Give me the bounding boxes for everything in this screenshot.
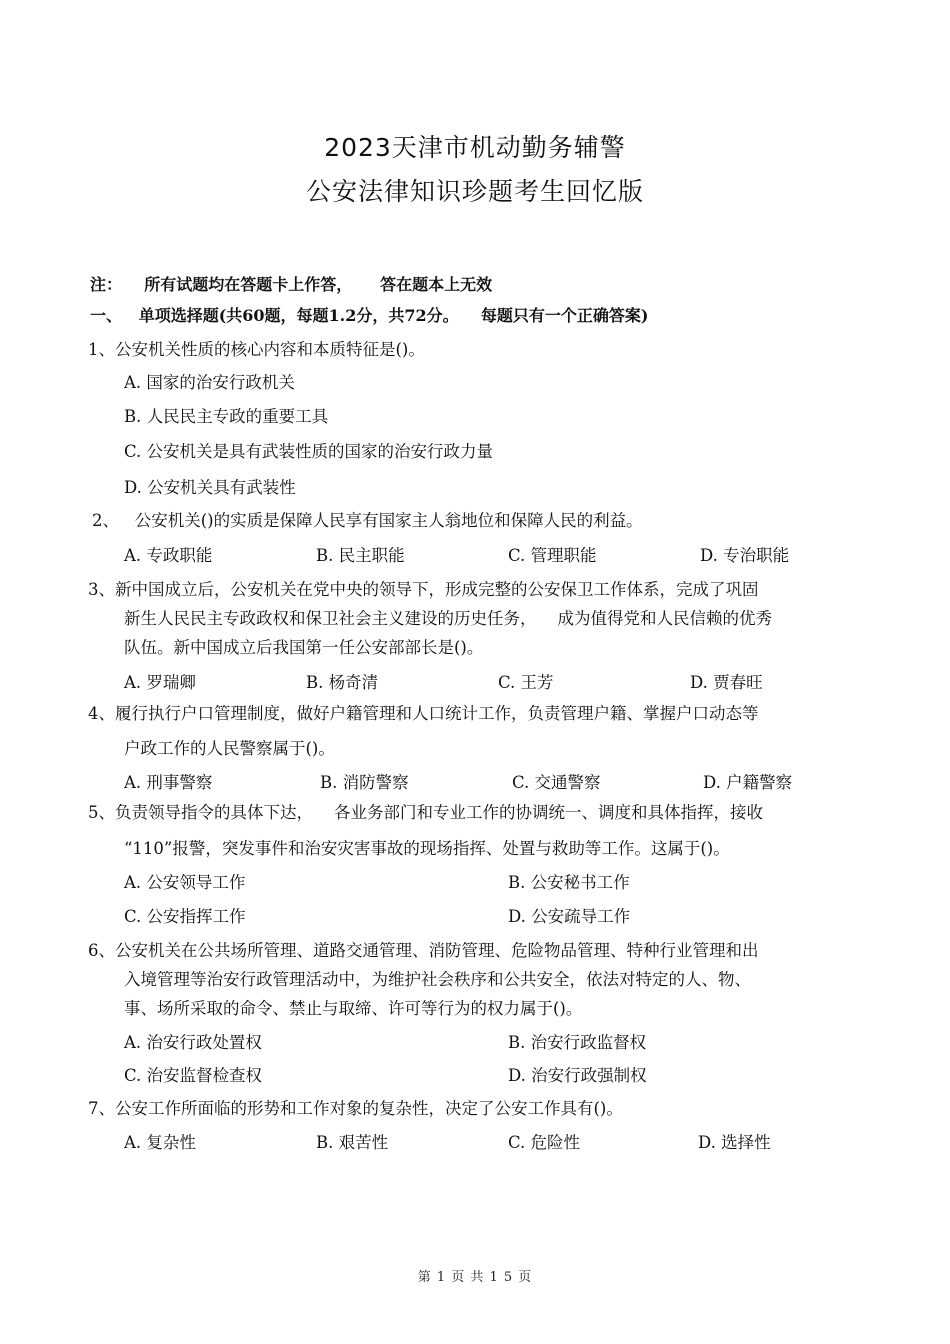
question-6-option-c: C. 治安监督检查权 — [124, 1066, 263, 1085]
question-6-option-a: A. 治安行政处置权 — [124, 1033, 262, 1052]
question-4-option-d: D. 户籍警察 — [703, 773, 793, 792]
question-7-option-a: A. 复杂性 — [124, 1133, 196, 1152]
question-2-option-b: B. 民主职能 — [316, 546, 405, 565]
question-4-line-2: 户政工作的人民警察属于()。 — [124, 739, 335, 758]
question-3-line-3: 队伍。新中国成立后我国第一任公安部部长是()。 — [124, 638, 484, 657]
question-2: 2、 公安机关()的实质是保障人民享有国家主人翁地位和保障人民的利益。 — [92, 511, 643, 530]
question-3: 3、新中国成立后，公安机关在党中央的领导下，形成完整的公安保卫工作体系，完成了巩固 — [88, 580, 759, 599]
question-3-option-c: C. 王芳 — [498, 673, 554, 692]
document-title-line2: 公安法律知识珍题考生回忆版 — [305, 177, 644, 206]
question-1: 1、公安机关性质的核心内容和本质特征是()。 — [88, 340, 425, 359]
question-6-line-3: 事、场所采取的命令、禁止与取缔、许可等行为的权力属于()。 — [124, 999, 583, 1018]
question-5: 5、负责领导指令的具体下达， 各业务部门和专业工作的协调统一、调度和具体指挥，接收 — [88, 803, 763, 822]
question-6-option-b: B. 治安行政监督权 — [508, 1033, 647, 1052]
question-5-option-b: B. 公安秘书工作 — [508, 873, 630, 892]
question-2-option-d: D. 专治职能 — [700, 546, 790, 565]
question-6-line-2: 入境管理等治安行政管理活动中，为维护社会秩序和公共安全，依法对特定的人、物、 — [124, 970, 751, 989]
question-1-option-c: C. 公安机关是具有武装性质的国家的治安行政力量 — [124, 442, 494, 461]
question-4-option-b: B. 消防警察 — [320, 773, 409, 792]
question-6: 6、公安机关在公共场所管理、道路交通管理、消防管理、危险物品管理、特种行业管理和出 — [88, 941, 759, 960]
question-4-option-c: C. 交通警察 — [512, 773, 601, 792]
question-3-option-a: A. 罗瑞卿 — [124, 673, 196, 692]
question-5-option-a: A. 公安领导工作 — [124, 873, 246, 892]
question-5-option-c: C. 公安指挥工作 — [124, 907, 246, 926]
question-4: 4、履行执行户口管理制度，做好户籍管理和人口统计工作，负责管理户籍、掌握户口动态等 — [88, 704, 759, 723]
question-5-line-2: “110”报警，突发事件和治安灾害事故的现场指挥、处置与救助等工作。这属于()。 — [124, 839, 730, 858]
question-2-option-a: A. 专政职能 — [124, 546, 213, 565]
page-footer: 第 1 页 共 1 5 页 — [417, 1270, 533, 1285]
question-3-option-d: D. 贾春旺 — [690, 673, 763, 692]
question-2-option-c: C. 管理职能 — [508, 546, 597, 565]
document-title-line1: 2023天津市机动勤务辅警 — [324, 133, 626, 162]
question-1-option-a: A. 国家的治安行政机关 — [124, 373, 295, 392]
question-7-option-b: B. 艰苦性 — [316, 1133, 389, 1152]
question-7-option-c: C. 危险性 — [508, 1133, 581, 1152]
exam-note: 注： 所有试题均在答题卡上作答， 答在题本上无效 — [90, 275, 493, 294]
question-1-option-b: B. 人民民主专政的重要工具 — [124, 407, 329, 426]
question-6-option-d: D. 治安行政强制权 — [508, 1066, 647, 1085]
question-1-option-d: D. 公安机关具有武装性 — [124, 478, 296, 497]
question-4-option-a: A. 刑事警察 — [124, 773, 213, 792]
question-7-option-d: D. 选择性 — [698, 1133, 771, 1152]
section-heading: 一、 单项选择题(共60题，每题1.2分，共72分。 每题只有一个正确答案) — [90, 306, 649, 325]
question-3-line-2: 新生人民民主专政政权和保卫社会主义建设的历史任务， 成为值得党和人民信赖的优秀 — [124, 609, 772, 628]
question-5-option-d: D. 公安疏导工作 — [508, 907, 631, 926]
question-3-option-b: B. 杨奇清 — [306, 673, 379, 692]
question-7: 7、公安工作所面临的形势和工作对象的复杂性，决定了公安工作具有()。 — [88, 1099, 623, 1118]
